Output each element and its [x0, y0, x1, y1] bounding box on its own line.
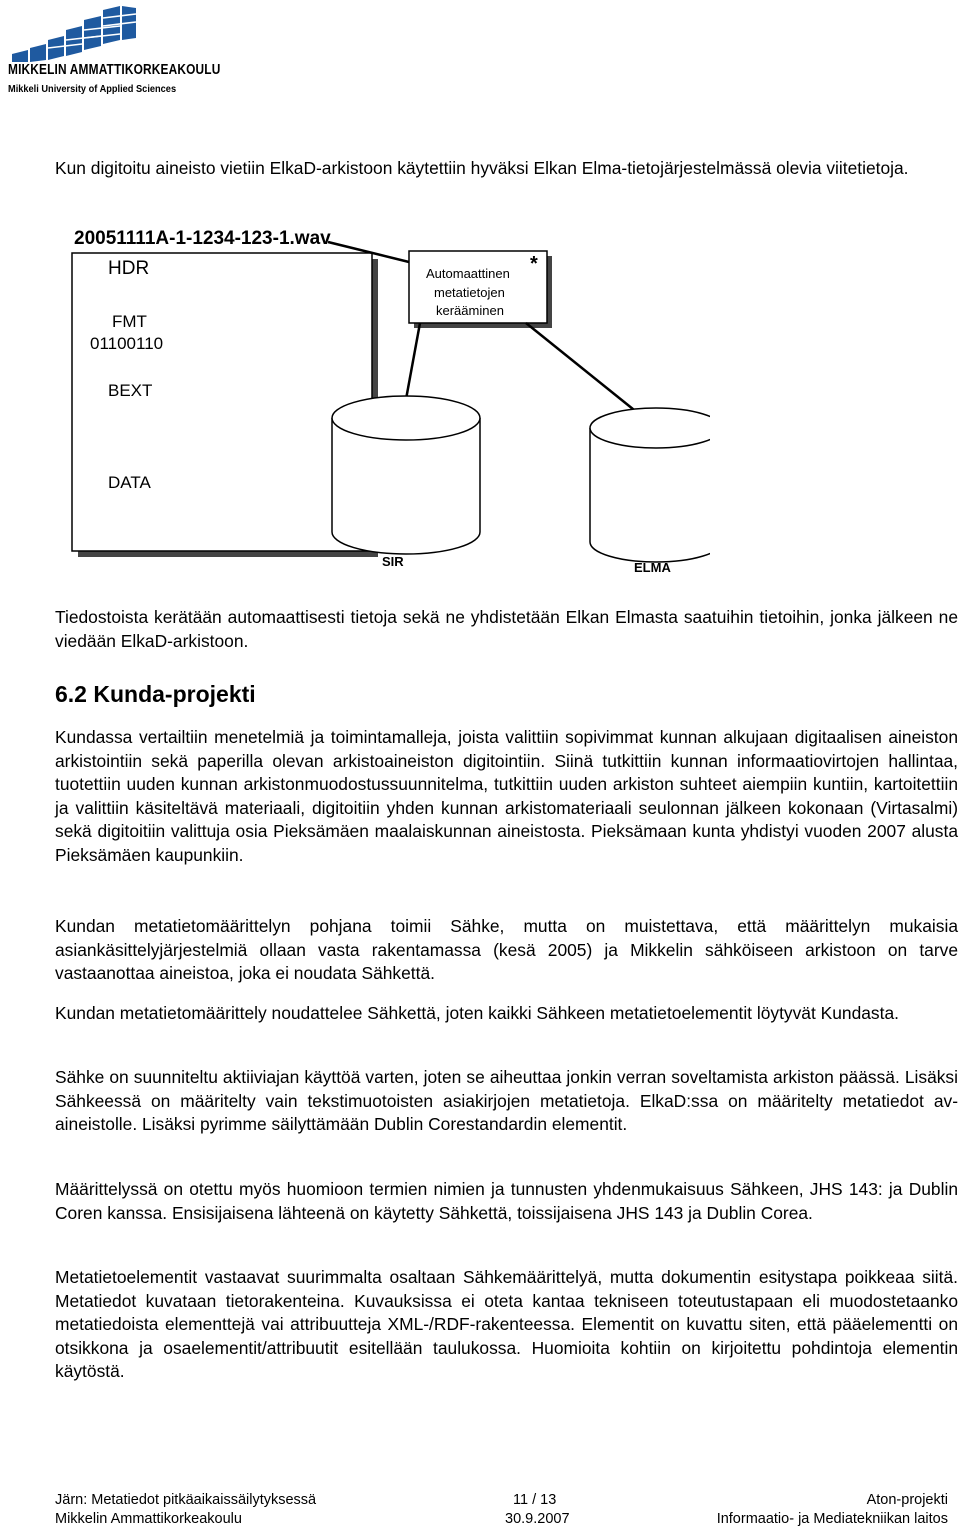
elma-label: ELMA [634, 560, 671, 575]
logo-subtitle: Mikkeli University of Applied Sciences [8, 83, 177, 95]
footer-page-number: 11 / 13 [513, 1492, 557, 1508]
process-line-2: metatietojen [434, 285, 505, 300]
block-data: DATA [108, 473, 151, 492]
footer-organization: Mikkelin Ammattikorkeakoulu [55, 1511, 242, 1527]
after-figure-paragraph: Tiedostoista kerätään automaattisesti tietoja sekä ne yhdistetään Elkan Elmasta saatuihin tietoihin, jonka jälkeen ne viedään ElkaD-arkistoon. [55, 607, 958, 651]
footer-document-title: Järn: Metatiedot pitkäaikaissäilytyksessä [55, 1492, 317, 1508]
process-asterisk: * [530, 253, 538, 275]
process-line-1: Automaattinen [426, 266, 510, 281]
archiving-diagram [60, 222, 710, 582]
block-fmt-value: 01100110 [90, 334, 164, 353]
elma-database-icon [590, 408, 710, 562]
sir-label: SIR [382, 554, 404, 569]
footer-project: Aton-projekti [866, 1492, 948, 1508]
section-title: Kunda-projekti [93, 681, 256, 707]
block-bext: BEXT [108, 381, 153, 400]
logo-mark-icon [8, 6, 148, 62]
paragraph-5: Määrittelyssä on otettu myös huomioon termien nimien ja tunnusten yhdenmukaisuus Sähkeen, JHS 143: ja Dublin Coren kanssa. Ensisijaisena lähteenä on käytetty Sähkettä, toissijaisena JHS 143 ja Dublin Corea. [55, 1179, 958, 1223]
logo-name: MIKKELIN AMMATTIKORKEAKOULU [8, 62, 221, 78]
footer-department: Informaatio- ja Mediatekniikan laitos [716, 1511, 948, 1527]
block-hdr: HDR [108, 258, 150, 279]
sir-database-icon [332, 396, 480, 554]
block-fmt: FMT [112, 312, 147, 331]
footer-date: 30.9.2007 [505, 1511, 570, 1527]
paragraph-2: Kundan metatietomäärittelyn pohjana toimii Sähke, mutta on muistettava, että määrittelyn mukaisia asiankäsittelyjärjestelmiä ollaan vasta rakentamassa (kesä 2005) ja Mikkelin sähköiseen arkistoon on tarve vastaanottaa aineistoa, joka ei noudata Sähkettä. [55, 916, 958, 983]
paragraph-1: Kundassa vertailtiin menetelmiä ja toimintamalleja, joista valittiin sopivimmat kunnan alkujaan digitaalisen aineiston arkistointiin sekä paperilla olevan arkistoaineiston digitointiin. Siinä tutkittiin kunnan informaatiovirtojen hallintaa, tuotettiin uuden kunnan arkistonmuodostussuunnitelma, tutkittiin uuden arkiston suhteet aiempiin kuntiin, kartoitettiin ja valittiin käsiteltävä materiaali, digitoitiin yhden kunnan arkistomateriaali seulonnan jälkeen kokonaan (Virtasalmi) sekä digitoitiin valittuja osia Pieksämäen maalaiskunnan aineistosta. Pieksämaan kunta yhdistyi vuoden 2007 alusta Pieksämäen kaupunkiin. [55, 727, 958, 865]
intro-paragraph: Kun digitoitu aineisto vietiin ElkaD-arkistoon käytettiin hyväksi Elkan Elma-tietojärjestelmässä olevia viitetietoja. [55, 158, 909, 178]
section-number: 6.2 [55, 681, 87, 707]
wav-file-box [72, 253, 372, 551]
process-line-3: kerääminen [436, 303, 504, 318]
paragraph-4: Sähke on suunniteltu aktiiviajan käyttöä varten, joten se aiheuttaa jonkin verran soveltamista arkiston päässä. Lisäksi Sähkeessä on määritelty vain tekstimuotoisten asiakirjojen metatietoja. ElkaD:ssa on määritelty metatiedot av-aineistolle. Lisäksi pyrimme säilyttämään Dublin Corestandardin elementit. [55, 1067, 958, 1134]
paragraph-3: Kundan metatietomäärittely noudattelee Sähkettä, joten kaikki Sähkeen metatietoelementit löytyvät Kundasta. [55, 1003, 899, 1023]
university-logo [8, 6, 238, 98]
section-heading [55, 681, 256, 708]
wav-filename: 20051111A-1-1234-123-1.wav [74, 228, 331, 249]
paragraph-6: Metatietoelementit vastaavat suurimmalta osaltaan Sähkemäärittelyä, mutta dokumentin esitystapa poikkeaa siitä. Metatiedot kuvataan tietorakenteina. Kuvauksissa ei oteta kantaa tekniseen toteutustapaan eli muodostetaanko metatiedoista elementtejä vai attribuutteja XML-/RDF-rakenteessa. Elementit on kuvattu siten, että pääelementti on otsikkona ja osaelementit/attribuutit esitellään taulukossa. Huomioita kohtiin on kirjoitettu pohdintoja elementin käytöstä. [55, 1267, 958, 1381]
